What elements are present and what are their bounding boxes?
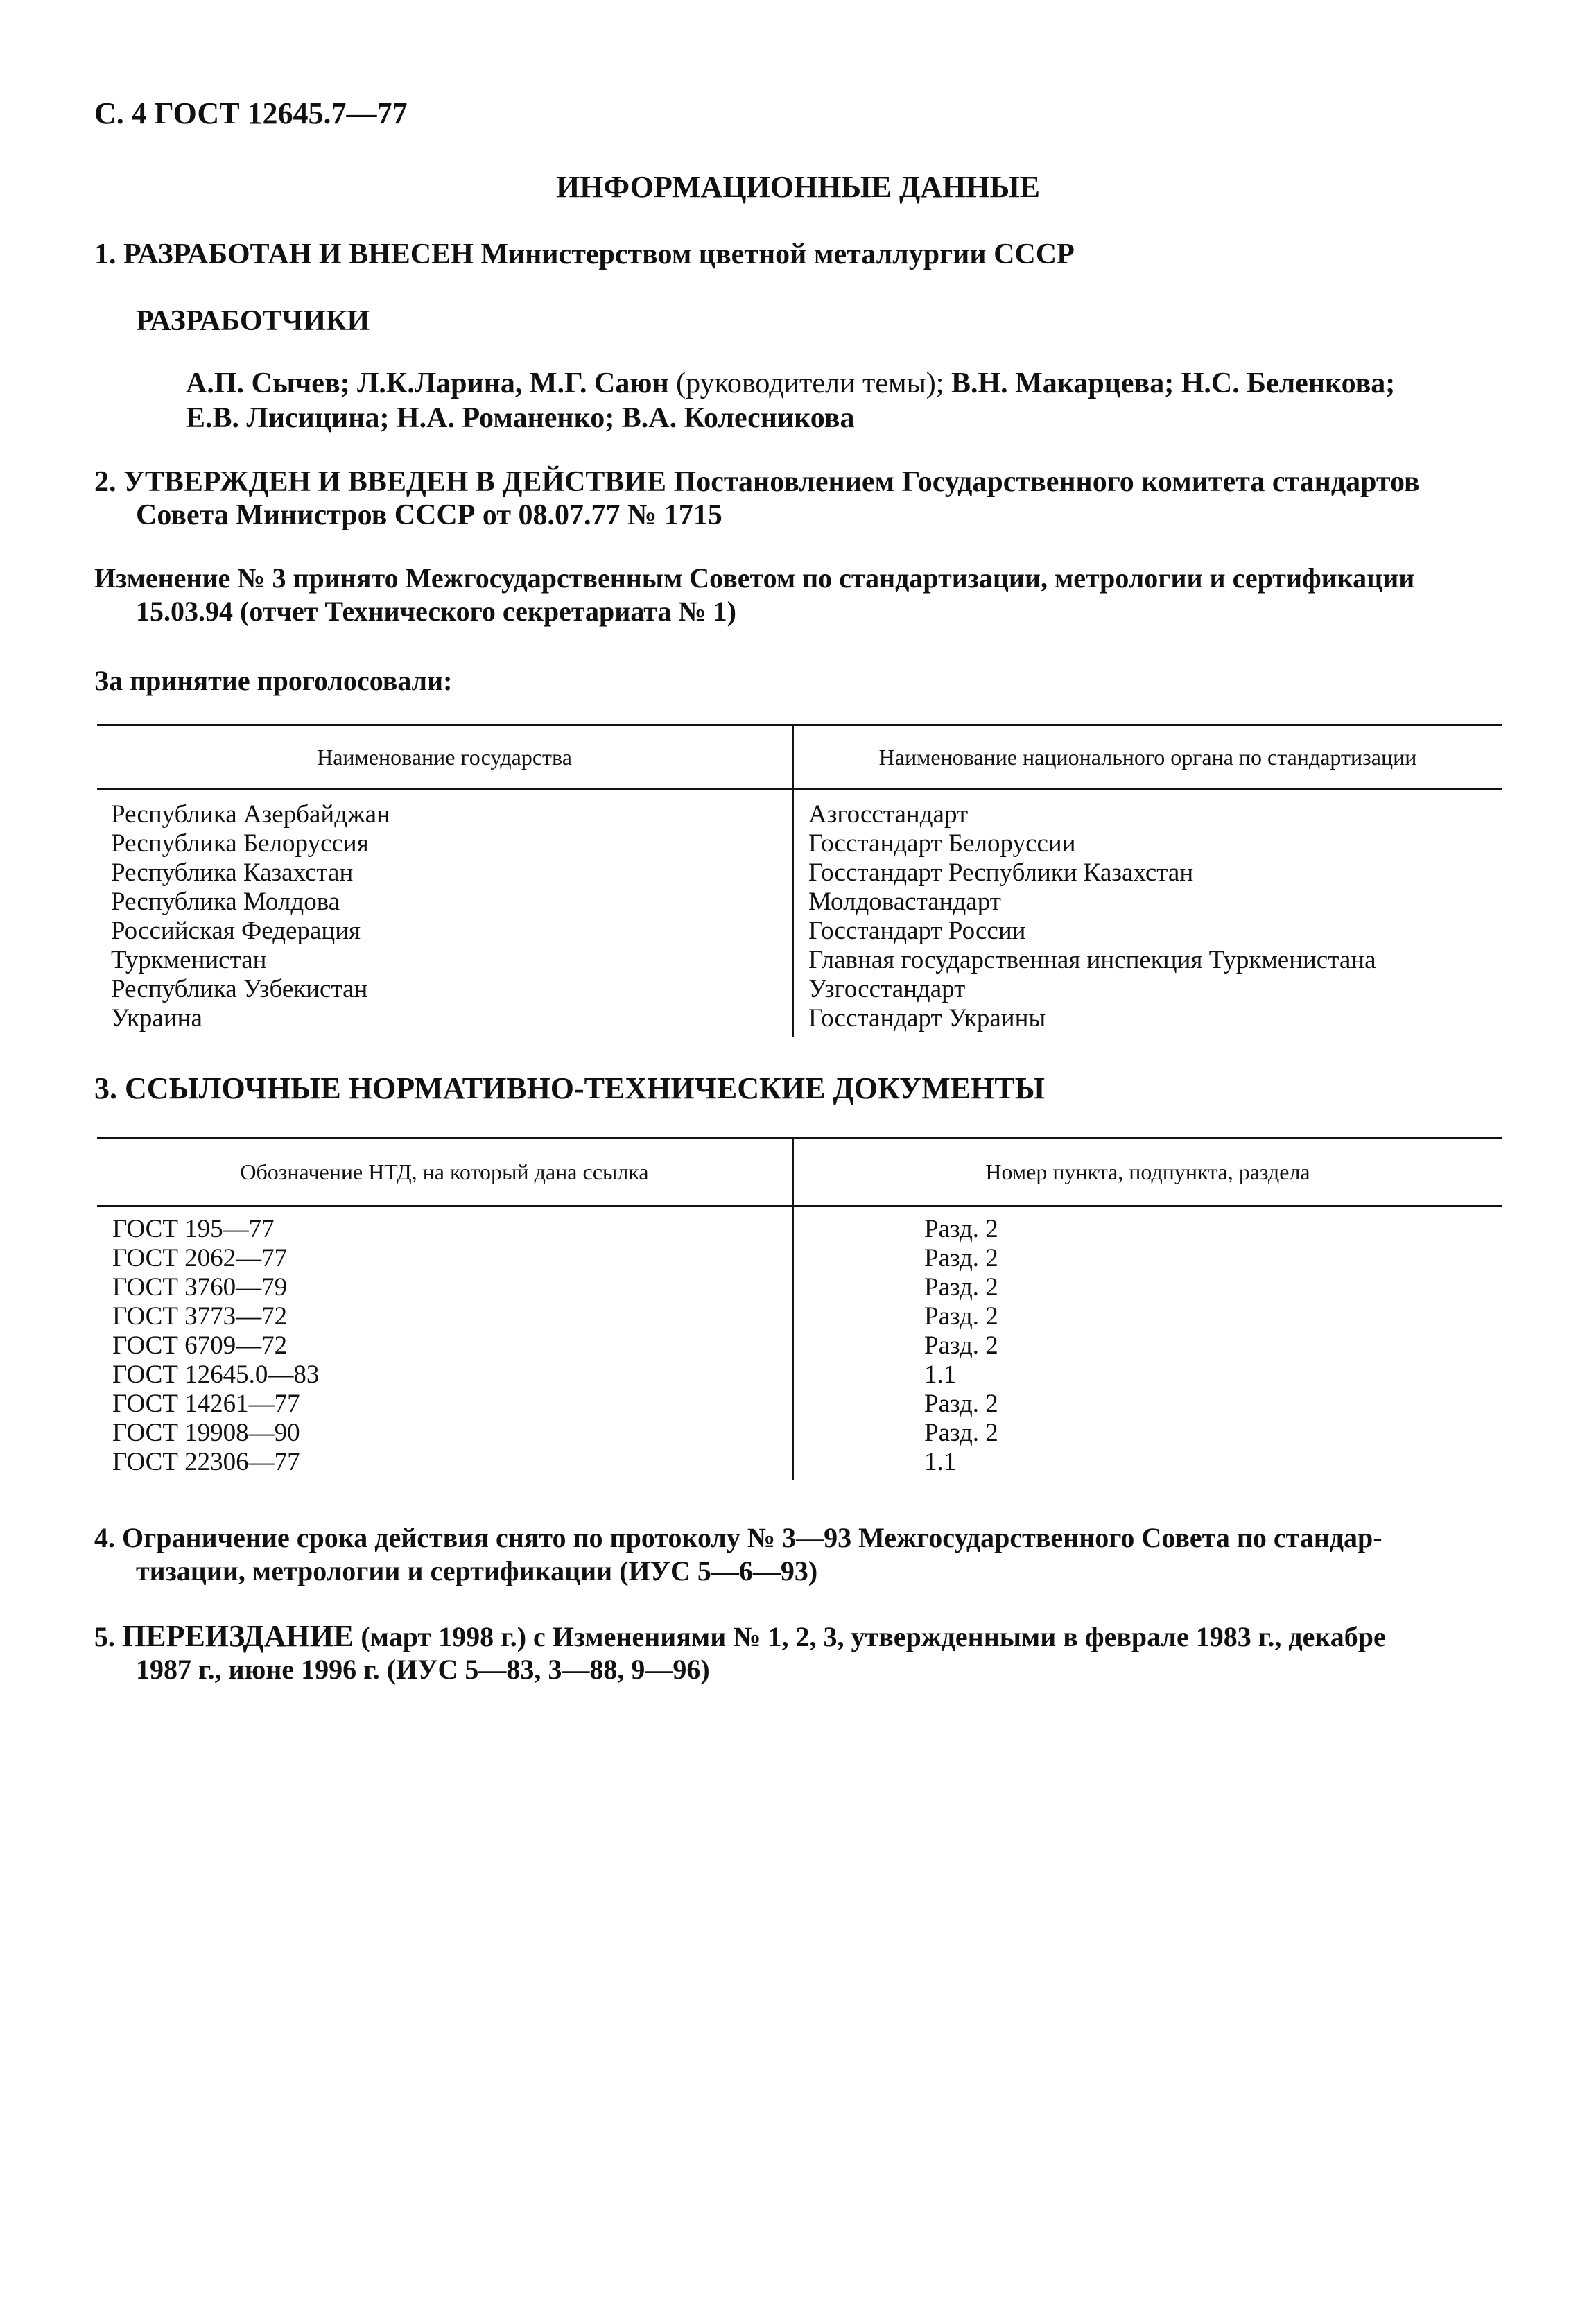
table-cell-ref: Разд. 2: [924, 1390, 998, 1418]
table-cell-ref: Разд. 2: [924, 1244, 998, 1272]
item-4-line-2: тизации, метрологии и сертификации (ИУС 5—6—93): [136, 1555, 818, 1586]
table-cell-state: Республика Молдова: [111, 888, 340, 916]
item-1-lead: РАЗРАБОТАН И ВНЕСЕН: [123, 239, 474, 270]
table-cell-state: Республика Белоруссия: [111, 829, 369, 858]
developers-heading: РАЗРАБОТЧИКИ: [136, 305, 370, 337]
table-cell-body: Узгосстандарт: [808, 975, 966, 1003]
references-table-header-ref: Номер пункта, подпункта, раздела: [985, 1159, 1310, 1184]
table-cell-state: Республика Узбекистан: [111, 975, 368, 1003]
references-table-top-rule: [97, 1137, 1502, 1139]
table-cell-doc: ГОСТ 2062—77: [112, 1244, 288, 1272]
vote-heading: За принятие проголосовали:: [94, 665, 453, 696]
table-cell-doc: ГОСТ 3760—79: [112, 1273, 288, 1302]
developers-names-a: А.П. Сычев; Л.К.Ларина, М.Г. Саюн: [186, 368, 669, 399]
table-cell-ref: Разд. 2: [924, 1419, 998, 1447]
item-4-number: 4.: [94, 1522, 115, 1553]
table-cell-doc: ГОСТ 19908—90: [112, 1419, 300, 1447]
amendment-line-1: Изменение № 3 принято Межгосударственным Советом по стандартизации, метрологии и сертификации: [94, 562, 1415, 594]
table-cell-doc: ГОСТ 14261—77: [112, 1390, 300, 1418]
item-5-lead: ПЕРЕИЗДАНИЕ: [122, 1619, 354, 1653]
vote-table-header-body: Наименование национального органа по стандартизации: [878, 745, 1417, 770]
table-cell-ref: Разд. 2: [924, 1215, 998, 1243]
table-cell-body: Госстандарт Украины: [808, 1004, 1046, 1032]
vote-table-top-rule: [97, 724, 1502, 726]
table-cell-body: Госстандарт Белоруссии: [808, 829, 1076, 858]
vote-table-states-column: [111, 800, 390, 1033]
item-4-line-1: [94, 1521, 1382, 1555]
item-5-text-1: (март 1998 г.) с Изменениями № 1, 2, 3, утвержденными в феврале 1983 г., декабре: [361, 1621, 1386, 1652]
table-cell-doc: ГОСТ 12645.0—83: [112, 1360, 320, 1389]
page-title: ИНФОРМАЦИОННЫЕ ДАННЫЕ: [555, 170, 1041, 204]
item-5-number: 5.: [94, 1621, 115, 1652]
table-cell-ref: Разд. 2: [924, 1302, 998, 1331]
table-cell-ref: Разд. 2: [924, 1331, 998, 1360]
table-cell-doc: ГОСТ 3773—72: [112, 1302, 288, 1331]
table-cell-body: Госстандарт Республики Казахстан: [808, 858, 1194, 887]
item-2-lead: УТВЕРЖДЕН И ВВЕДЕН В ДЕЙСТВИЕ: [123, 466, 667, 498]
table-cell-doc: ГОСТ 6709—72: [112, 1331, 288, 1360]
amendment-line-2: 15.03.94 (отчет Технического секретариата № 1): [136, 596, 736, 627]
vote-table-header-rule: [97, 788, 1502, 790]
item-2-rest-1: Постановлением Государственного комитета стандартов: [673, 466, 1420, 498]
developers-line-2: Е.В. Лисицина; Н.А. Романенко; В.А. Колесникова: [186, 402, 855, 434]
item-2-number: 2.: [94, 466, 116, 498]
developers-line-1: [186, 366, 1395, 401]
references-table-divider: [792, 1137, 794, 1480]
item-2-line-2: Совета Министров СССР от 08.07.77 № 1715: [136, 499, 722, 531]
references-table-docs-column: [112, 1215, 319, 1477]
vote-table-header-state: Наименование государства: [317, 745, 572, 770]
table-cell-body: Молдовастандарт: [808, 888, 1001, 916]
developers-names-b: В.Н. Макарцева; Н.С. Беленкова;: [951, 368, 1396, 399]
item-5-line-2: 1987 г., июне 1996 г. (ИУС 5—83, 3—88, 9—96): [136, 1654, 710, 1685]
table-cell-body: Главная государственная инспекция Туркменистана: [808, 946, 1376, 974]
table-cell-ref: 1.1: [924, 1360, 957, 1389]
table-cell-state: Республика Казахстан: [111, 858, 354, 887]
item-3-heading: 3. ССЫЛОЧНЫЕ НОРМАТИВНО-ТЕХНИЧЕСКИЕ ДОКУМЕНТЫ: [94, 1071, 1045, 1105]
item-4-text-1: Ограничение срока действия снято по протоколу № 3—93 Межгосударственного Совета по стандар-: [122, 1522, 1382, 1553]
page-header: С. 4 ГОСТ 12645.7—77: [94, 96, 408, 130]
table-cell-ref: 1.1: [924, 1448, 957, 1476]
table-cell-state: Российская Федерация: [111, 917, 361, 945]
references-table-header-rule: [97, 1205, 1502, 1207]
table-cell-body: Азгосстандарт: [808, 800, 969, 829]
table-cell-state: Туркменистан: [111, 946, 267, 974]
item-1: [94, 237, 1075, 272]
item-2-line-1: [94, 465, 1420, 499]
references-table-header-doc: Обозначение НТД, на который дана ссылка: [240, 1159, 649, 1184]
item-5-line-1: [94, 1620, 1386, 1654]
table-cell-doc: ГОСТ 22306—77: [112, 1448, 300, 1476]
item-1-number: 1.: [94, 239, 116, 270]
table-cell-state: Республика Азербайджан: [111, 800, 390, 829]
table-cell-doc: ГОСТ 195—77: [112, 1215, 275, 1243]
item-1-rest: Министерством цветной металлургии СССР: [480, 239, 1075, 270]
developers-role: (руководители темы);: [676, 368, 944, 399]
vote-table-bodies-column: [808, 800, 1376, 1033]
table-cell-body: Госстандарт России: [808, 917, 1026, 945]
references-table-refs-column: [924, 1215, 998, 1477]
table-cell-state: Украина: [111, 1004, 202, 1032]
table-cell-ref: Разд. 2: [924, 1273, 998, 1302]
